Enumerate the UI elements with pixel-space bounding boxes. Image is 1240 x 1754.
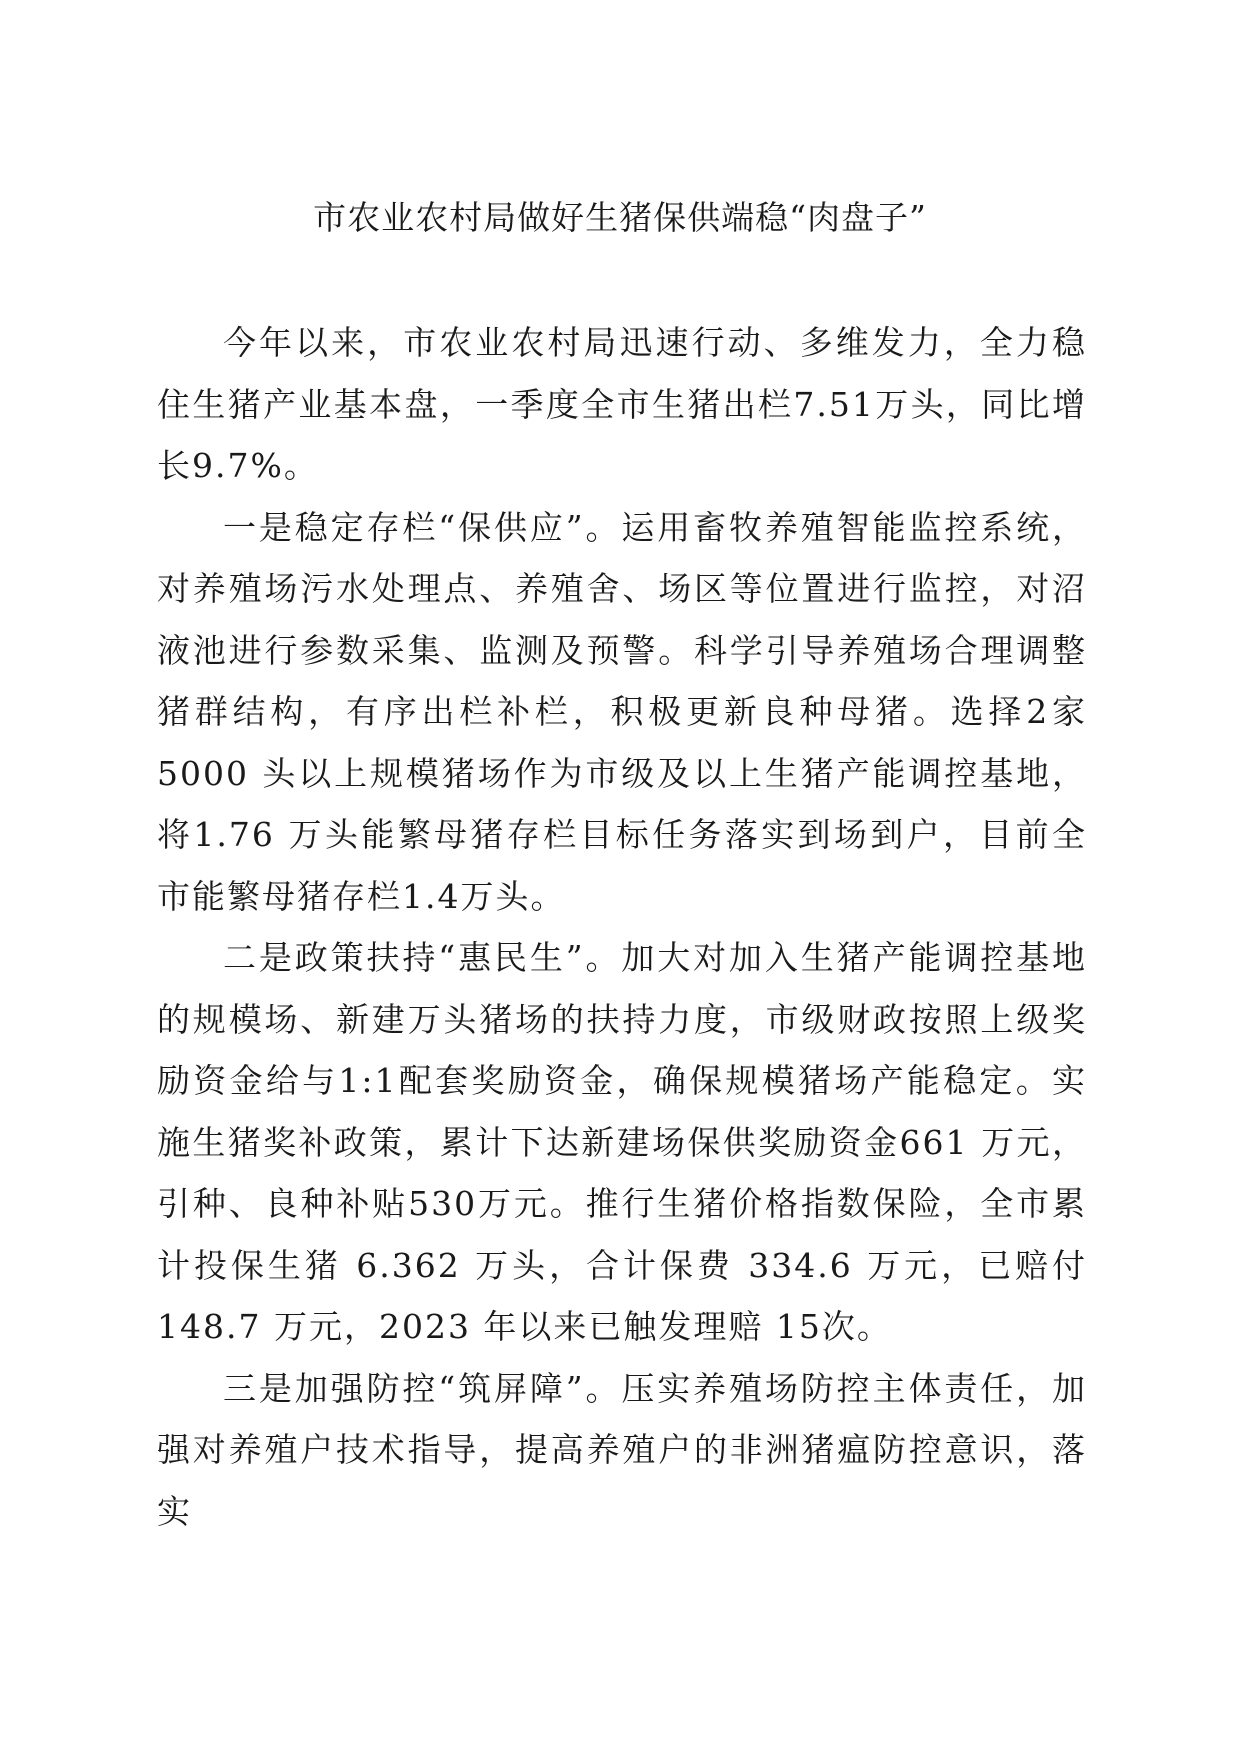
paragraph-policy-support: 二是政策扶持“惠民生”。加大对加入生猪产能调控基地的规模场、新建万头猪场的扶持力度，市级财政按照上级奖励资金给与1:1配套奖励资金，确保规模猪场产能稳定。实施生猪奖补政策，累计下达新建场保供奖励资金661 万元，引种、良种补贴530万元。推行生猪价格指数保险，全市累计投保生猪 6.362 万头，合计保费 334.6 万元，已赔付 148.7 万元，2023 年以来已触发理赔 15次。 — [157, 938, 1087, 1346]
document-body — [157, 312, 1087, 1542]
paragraph-stabilize-stock: 一是稳定存栏“保供应”。运用畜牧养殖智能监控系统，对养殖场污水处理点、养殖舍、场区等位置进行监控，对沼液池进行参数采集、监测及预警。科学引导养殖场合理调整猪群结构，有序出栏补栏，积极更新良种母猪。选择2家 5000 头以上规模猪场作为市级及以上生猪产能调控基地，将1.76 万头能繁母猪存栏目标任务落实到场到户，目前全市能繁母猪存栏1.4万头。 — [157, 507, 1087, 916]
paragraph-disease-control: 三是加强防控“筑屏障”。压实养殖场防控主体责任，加强对养殖户技术指导，提高养殖户的非洲猪瘟防控意识，落实 — [157, 1368, 1087, 1531]
paragraph-intro: 今年以来，市农业农村局迅速行动、多维发力，全力稳住生猪产业基本盘，一季度全市生猪出栏7.51万头，同比增长9.7%。 — [157, 323, 1087, 485]
document-title: 市农业农村局做好生猪保供端稳“肉盘子” — [313, 198, 927, 237]
